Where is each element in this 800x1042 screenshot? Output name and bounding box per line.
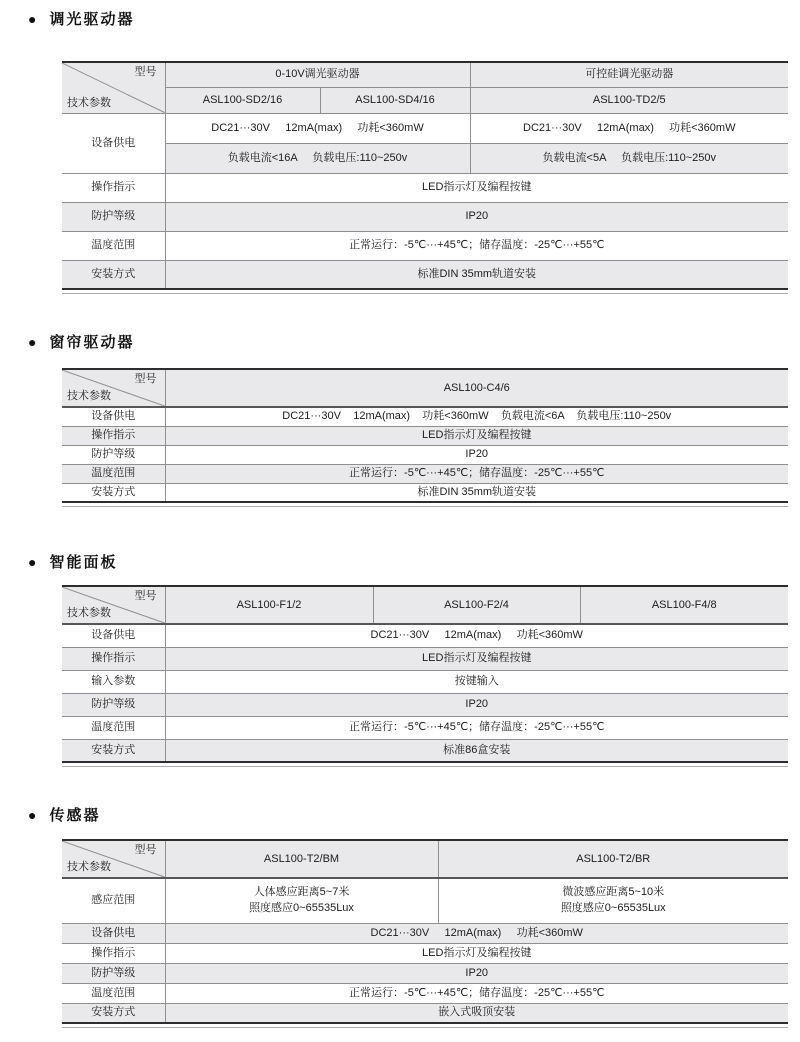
model-header-cell: ASL100-T2/BM <box>165 840 438 878</box>
row-label-cell: 安装方式 <box>62 1003 165 1023</box>
row-value-cell: IP20 <box>165 963 788 983</box>
table-row <box>62 173 788 202</box>
row-label-cell: 防护等级 <box>62 445 165 464</box>
row-label-cell: 操作指示 <box>62 173 165 202</box>
table-row <box>62 483 788 502</box>
section-smart-panel <box>0 551 800 767</box>
row-value-cell: 按键输入 <box>165 670 788 693</box>
section-sensor <box>0 804 800 1028</box>
row-label-cell: 温度范围 <box>62 464 165 483</box>
model-header-cell: ASL100-SD2/16 <box>165 87 320 113</box>
row-value-cell: LED指示灯及编程按键 <box>165 943 788 963</box>
section-heading: 窗帘驱动器 <box>49 334 135 351</box>
model-header-cell: ASL100-TD2/5 <box>470 87 788 113</box>
panel-spec-table <box>62 585 788 763</box>
row-label-cell: 设备供电 <box>62 624 165 647</box>
table-header-row <box>62 369 788 407</box>
row-value-cell: LED指示灯及编程按键 <box>165 173 788 202</box>
table-row <box>62 143 788 173</box>
model-header-cell: ASL100-C4/6 <box>165 369 788 407</box>
corner-cell <box>62 369 165 407</box>
table-row <box>62 963 788 983</box>
corner-cell <box>62 62 165 113</box>
row-label-cell: 防护等级 <box>62 202 165 231</box>
table-row <box>62 113 788 143</box>
corner-params-label: 技术参数 <box>67 390 111 403</box>
bullet-icon: ● <box>28 553 37 570</box>
row-label-cell: 操作指示 <box>62 426 165 445</box>
corner-cell <box>62 840 165 878</box>
model-header-cell: ASL100-F2/4 <box>373 586 580 624</box>
corner-params-label: 技术参数 <box>67 861 111 874</box>
model-header-cell: ASL100-T2/BR <box>438 840 788 878</box>
sensor-range-line: 照度感应0~65535Lux <box>560 901 666 914</box>
table-row <box>62 647 788 670</box>
corner-model-label: 型号 <box>134 844 157 856</box>
table-bottom-rule <box>62 1027 788 1028</box>
row-value-cell: 正常运行：-5℃···+45℃；储存温度：-25℃···+55℃ <box>165 716 788 739</box>
table-bottom-rule <box>62 506 788 507</box>
table-row <box>62 983 788 1003</box>
row-label-cell: 安装方式 <box>62 483 165 502</box>
row-label-cell: 设备供电 <box>62 113 165 173</box>
row-label-cell: 操作指示 <box>62 647 165 670</box>
corner-cell <box>62 586 165 624</box>
model-header-cell: ASL100-F1/2 <box>165 586 373 624</box>
table-row <box>62 202 788 231</box>
table-row <box>62 923 788 943</box>
table-row <box>62 464 788 483</box>
table-header-row <box>62 840 788 878</box>
model-header-cell: ASL100-F4/8 <box>580 586 788 624</box>
table-row <box>62 407 788 426</box>
sensor-spec-table <box>62 839 788 1024</box>
row-value-cell: 正常运行：-5℃···+45℃；储存温度：-25℃···+55℃ <box>165 983 788 1003</box>
row-value-cell: IP20 <box>165 202 788 231</box>
section-curtain-driver <box>0 331 800 507</box>
row-label-cell: 温度范围 <box>62 231 165 260</box>
row-value-cell <box>438 878 788 923</box>
row-value-cell: 正常运行：-5℃···+45℃；储存温度：-25℃···+55℃ <box>165 464 788 483</box>
corner-model-label: 型号 <box>134 66 157 78</box>
row-label-cell: 设备供电 <box>62 407 165 426</box>
bullet-icon: ● <box>28 333 37 350</box>
group-header-cell: 0-10V调光驱动器 <box>165 62 470 87</box>
model-header-cell: ASL100-SD4/16 <box>320 87 470 113</box>
section-title-sensor <box>0 804 800 825</box>
curtain-spec-table <box>62 368 788 503</box>
section-dimmer-driver <box>0 8 800 294</box>
row-value-cell: DC21···30V 12mA(max) 功耗<360mW <box>165 923 788 943</box>
section-title-panel <box>0 551 800 572</box>
row-label-cell: 温度范围 <box>62 716 165 739</box>
section-title-curtain <box>0 331 800 352</box>
page-title: 调光驱动器 <box>49 11 135 28</box>
corner-model-label: 型号 <box>134 373 157 385</box>
dimmer-spec-table <box>62 61 788 290</box>
table-row <box>62 1003 788 1023</box>
row-label-cell: 输入参数 <box>62 670 165 693</box>
table-row <box>62 693 788 716</box>
corner-params-label: 技术参数 <box>67 96 111 109</box>
row-label-cell: 温度范围 <box>62 983 165 1003</box>
row-value-cell: IP20 <box>165 693 788 716</box>
table-row <box>62 739 788 762</box>
sensor-range-line: 照度感应0~65535Lux <box>249 901 354 914</box>
table-header-row <box>62 87 788 113</box>
group-header-cell: 可控硅调光驱动器 <box>470 62 788 87</box>
row-label-cell: 感应范围 <box>62 878 165 923</box>
row-label-cell: 安装方式 <box>62 739 165 762</box>
corner-params-label: 技术参数 <box>67 607 111 620</box>
bullet-icon: ● <box>28 806 37 823</box>
row-value-cell: DC21···30V 12mA(max) 功耗<360mW <box>470 113 788 143</box>
row-value-cell <box>165 878 438 923</box>
row-value-cell: 标准86盒安装 <box>165 739 788 762</box>
row-label-cell: 防护等级 <box>62 693 165 716</box>
row-value-cell: 标准DIN 35mm轨道安装 <box>165 483 788 502</box>
table-header-row <box>62 586 788 624</box>
table-row <box>62 624 788 647</box>
row-value-cell: DC21···30V 12mA(max) 功耗<360mW 负载电流<6A 负载电压:110~250v <box>165 407 788 426</box>
sensor-range-line: 微波感应距离5~10米 <box>562 885 665 898</box>
table-row <box>62 878 788 923</box>
row-value-cell: 负载电流<16A 负载电压:110~250v <box>165 143 470 173</box>
section-title-dimmer <box>0 8 800 29</box>
bullet-icon: ● <box>28 10 37 27</box>
row-label-cell: 安装方式 <box>62 260 165 289</box>
table-header-row <box>62 62 788 87</box>
row-value-cell: 负载电流<5A 负载电压:110~250v <box>470 143 788 173</box>
row-value-cell: 标准DIN 35mm轨道安装 <box>165 260 788 289</box>
section-heading: 传感器 <box>49 807 101 824</box>
row-value-cell: LED指示灯及编程按键 <box>165 426 788 445</box>
sensor-range-line: 人体感应距离5~7米 <box>253 885 350 898</box>
row-label-cell: 设备供电 <box>62 923 165 943</box>
row-value-cell: DC21···30V 12mA(max) 功耗<360mW <box>165 624 788 647</box>
row-value-cell: 正常运行：-5℃···+45℃；储存温度：-25℃···+55℃ <box>165 231 788 260</box>
table-row <box>62 426 788 445</box>
table-row <box>62 260 788 289</box>
row-value-cell: IP20 <box>165 445 788 464</box>
row-label-cell: 操作指示 <box>62 943 165 963</box>
table-bottom-rule <box>62 766 788 767</box>
table-row <box>62 943 788 963</box>
table-row <box>62 670 788 693</box>
table-row <box>62 231 788 260</box>
row-value-cell: 嵌入式吸顶安装 <box>165 1003 788 1023</box>
table-row <box>62 716 788 739</box>
row-value-cell: DC21···30V 12mA(max) 功耗<360mW <box>165 113 470 143</box>
section-heading: 智能面板 <box>49 554 118 571</box>
corner-model-label: 型号 <box>134 590 157 602</box>
row-value-cell: LED指示灯及编程按键 <box>165 647 788 670</box>
table-row <box>62 445 788 464</box>
table-bottom-rule <box>62 293 788 294</box>
row-label-cell: 防护等级 <box>62 963 165 983</box>
